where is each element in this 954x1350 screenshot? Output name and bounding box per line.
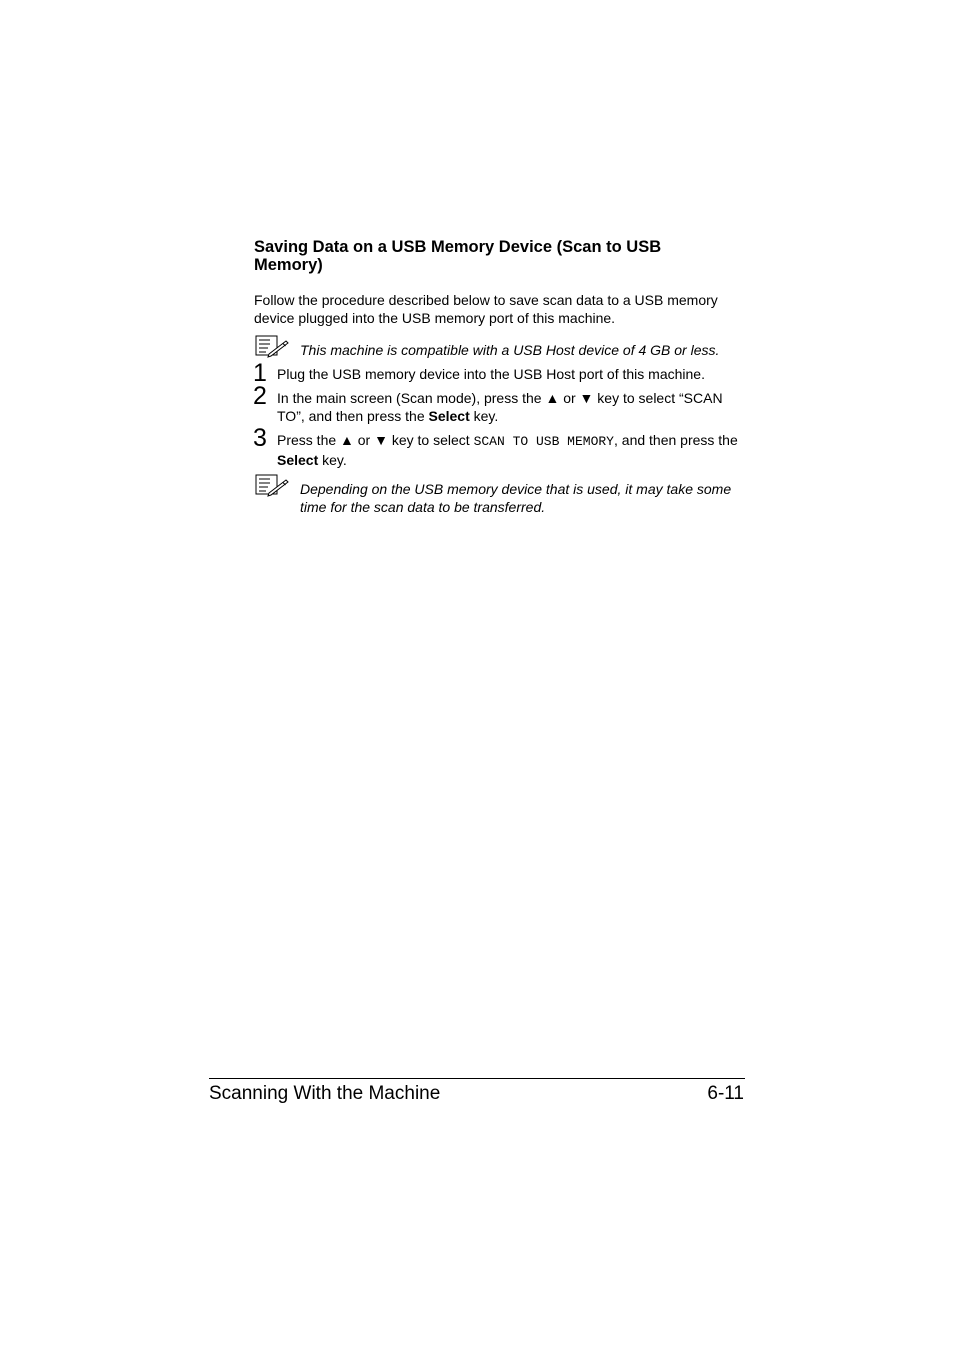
footer-page-number: 6-11 (707, 1083, 744, 1104)
note-pencil-icon (255, 335, 289, 359)
footer-divider (209, 1078, 745, 1079)
select-key-label: Select (428, 408, 470, 424)
step-text-part: key. (469, 408, 499, 424)
step-number: 2 (253, 382, 267, 410)
select-key-label: Select (277, 452, 319, 468)
step-number: 3 (253, 424, 267, 452)
step-text-part: Press the ▲ or ▼ key to select (277, 432, 474, 448)
section-heading: Saving Data on a USB Memory Device (Scan to USB Memory) (254, 238, 662, 274)
menu-item-code: SCAN TO USB MEMORY (473, 434, 614, 449)
step-text (277, 431, 747, 469)
step-text-part: In the main screen (Scan mode), press the ▲ or ▼ key to select “SCAN TO”, and then press the (277, 390, 723, 424)
footer-chapter-title: Scanning With the Machine (209, 1083, 441, 1104)
note-text: Depending on the USB memory device that is used, it may take some time for the scan data to be transferred. (300, 481, 732, 515)
intro-paragraph: Follow the procedure described below to save scan data to a USB memory device plugged into the USB memory port of this machine. (254, 292, 718, 326)
step-text-part: key. (318, 452, 347, 468)
step-text: Plug the USB memory device into the USB Host port of this machine. (277, 366, 705, 382)
step-text-part: , and then press the (614, 432, 738, 448)
note-pencil-icon (255, 474, 289, 498)
step-number: 1 (253, 359, 267, 387)
note-text: This machine is compatible with a USB Host device of 4 GB or less. (300, 342, 720, 358)
step-text (277, 389, 739, 425)
